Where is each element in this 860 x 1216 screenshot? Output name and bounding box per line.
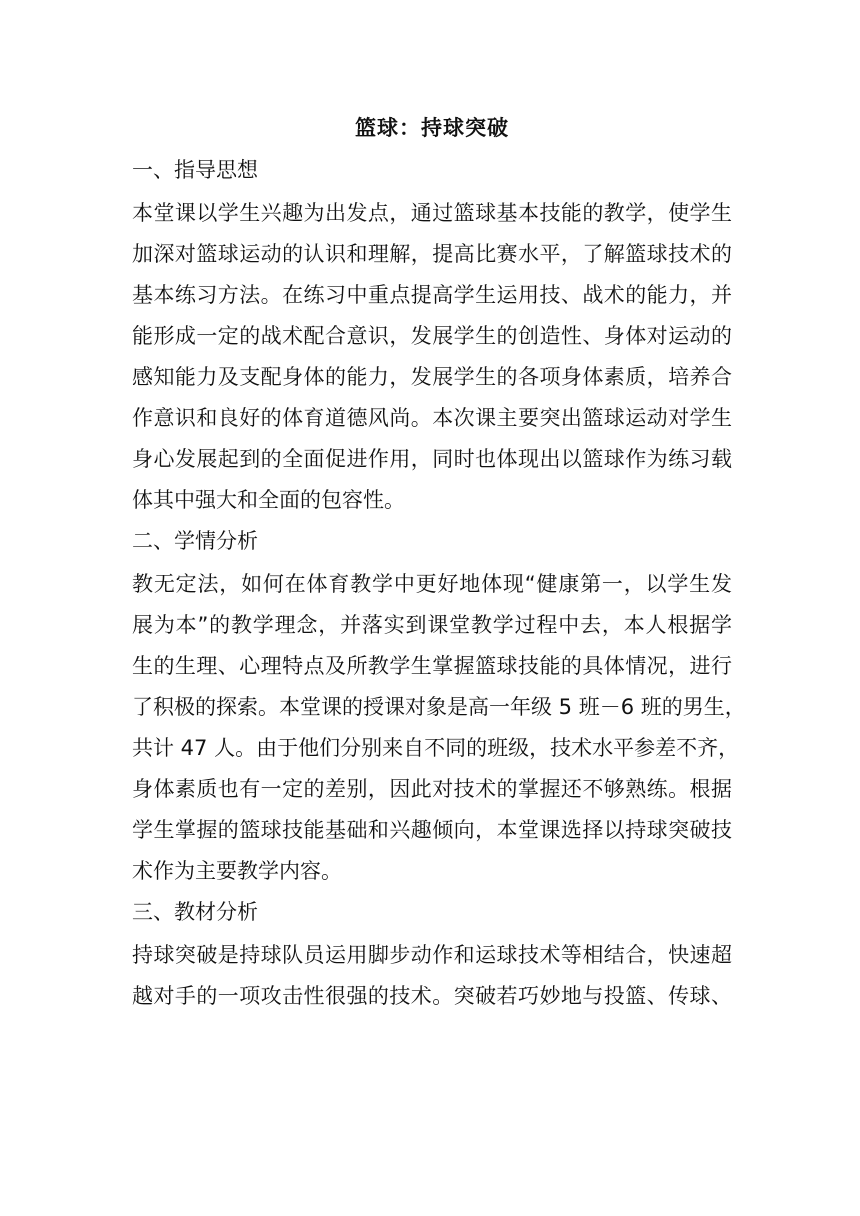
text-line: 术作为主要教学内容。 (132, 859, 342, 883)
text-line: 体其中强大和全面的包容性。 (132, 488, 405, 512)
text-line: 学生掌握的篮球技能基础和兴趣倾向，本堂课选择以持球突破技 (132, 818, 732, 842)
text-line: 生的生理、心理特点及所教学生掌握篮球技能的具体情况，进行 (132, 654, 732, 678)
document-title: 篮球：持球突破 (355, 116, 509, 140)
document-body (132, 110, 746, 1017)
section-heading-student-analysis: 二、学情分析 (132, 529, 258, 553)
text-line: 展为本”的教学理念，并落实到课堂教学过程中去，本人根据学 (132, 613, 732, 637)
paragraph-material-analysis (132, 935, 732, 1017)
text-line: 教无定法，如何在体育教学中更好地体现“健康第一，以学生发 (132, 572, 732, 596)
section-heading-material-analysis: 三、教材分析 (132, 900, 258, 924)
text-line: 感知能力及支配身体的能力，发展学生的各项身体素质，培养合 (132, 365, 732, 389)
text-line: 越对手的一项攻击性很强的技术。突破若巧妙地与投篮、传球、 (132, 984, 732, 1008)
text-line: 了积极的探索。本堂课的授课对象是高一年级 5 班－6 班的男生， (132, 695, 746, 719)
text-line: 基本练习方法。在练习中重点提高学生运用技、战术的能力，并 (132, 283, 732, 307)
text-line: 本堂课以学生兴趣为出发点，通过篮球基本技能的教学，使学生 (132, 201, 732, 225)
text-line: 身心发展起到的全面促进作用，同时也体现出以篮球作为练习载 (132, 447, 732, 471)
text-line: 共计 47 人。由于他们分别来自不同的班级，技术水平参差不齐， (132, 736, 740, 760)
section-heading-guiding-ideology: 一、指导思想 (132, 158, 258, 182)
text-line: 作意识和良好的体育道德风尚。本次课主要突出篮球运动对学生 (132, 406, 732, 430)
paragraph-student-analysis (132, 564, 746, 892)
text-line: 持球突破是持球队员运用脚步动作和运球技术等相结合，快速超 (132, 943, 732, 967)
text-line: 加深对篮球运动的认识和理解，提高比赛水平，了解篮球技术的 (132, 242, 732, 266)
text-line: 能形成一定的战术配合意识，发展学生的创造性、身体对运动的 (132, 324, 732, 348)
paragraph-guiding-ideology (132, 193, 732, 521)
text-line: 身体素质也有一定的差别，因此对技术的掌握还不够熟练。根据 (132, 777, 732, 801)
